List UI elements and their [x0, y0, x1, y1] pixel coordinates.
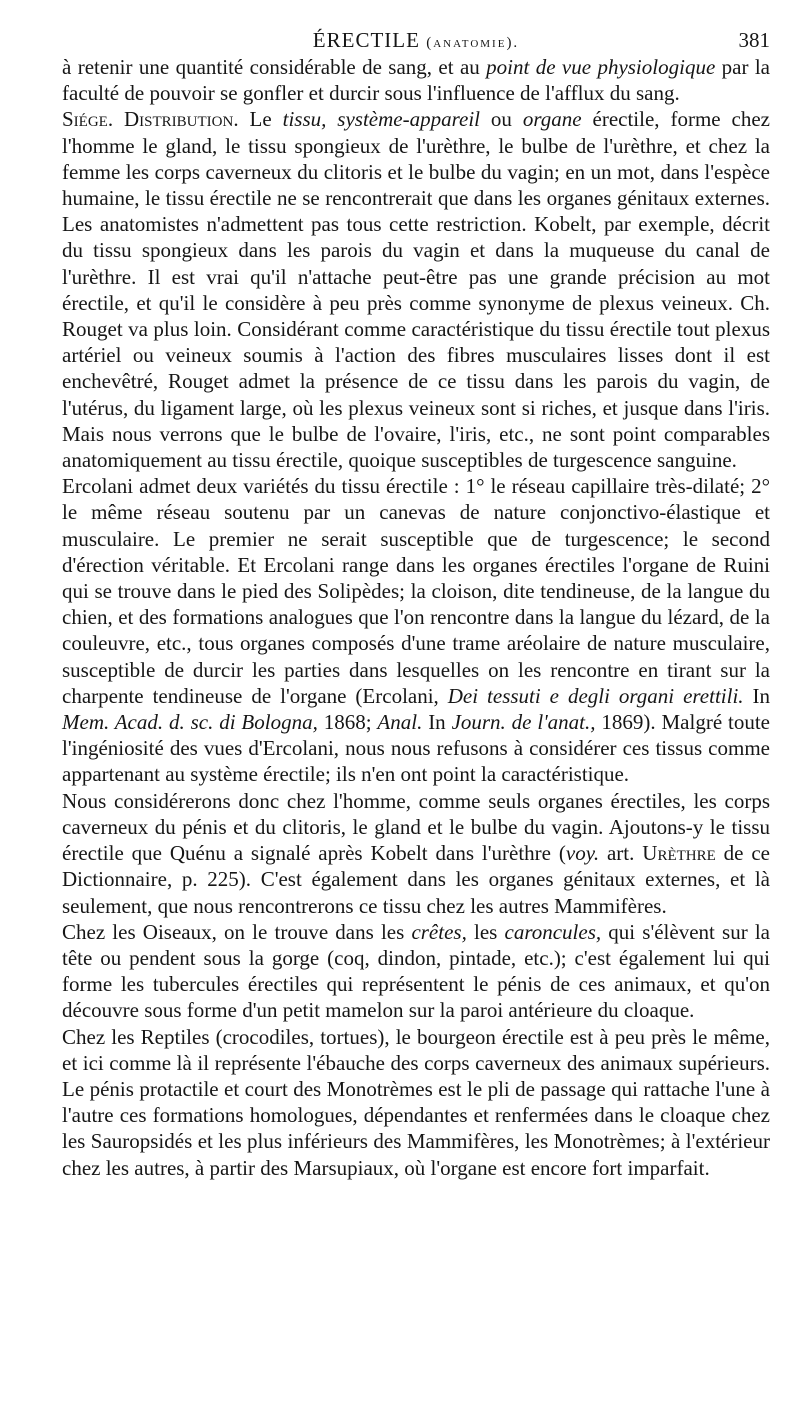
italic-run: Dei tessuti e degli organi erettili.	[447, 683, 744, 708]
italic-run: Journ. de l'anat.,	[451, 710, 596, 735]
running-title-sub: (anatomie).	[426, 35, 520, 51]
text-run: par la faculté de pouvoir se gonfler et durcir sous l'influence de l'afflux du sang.	[62, 55, 770, 106]
text-run: Ercolani admet deux variétés du tissu érectile : 1° le réseau capillaire très-dilaté; 2° le même réseau soutenu par un canevas de nature conjonctivo-élastique et musculaire. Le premier ne serait susceptible que de turgescence; le second d'érection véritable. Et Ercolani range dans les organes érectiles l'organe de Ruini qui se trouve dans le pied des Solipèdes; la cloison, dite tendineuse, de la langue du chien, et des formations analogues que l'on rencontre dans la langue du lézard, de la couleuvre, etc., tous organes composés d'une trame aréolaire de nature musculaire, susceptible de durcir les parties dans lesquelles on les rencontre en tirant sur la charpente tendineuse de l'organe (Ercolani,	[62, 474, 770, 708]
paragraph-5	[62, 919, 770, 1024]
italic-run: point de vue physiologique	[486, 55, 716, 79]
italic-run: Mem. Acad. d. sc. di Bologna,	[62, 710, 318, 735]
running-title	[62, 28, 770, 53]
italic-run: Anal.	[377, 710, 423, 735]
text-run: 1869). Malgré toute l'ingéniosité des vues d'Ercolani, nous nous refusons à considérer ces tissus comme appartenant au système érectile; ils n'en ont point la caractéristique.	[62, 710, 771, 787]
text-run: Chez les Oiseaux, on le trouve dans les	[62, 919, 412, 944]
text-run: Le	[238, 107, 283, 132]
text-run: érectile, forme chez l'homme le gland, le tissu spongieux de l'urèthre, le bulbe de l'urèthre, et chez la femme les corps caverneux du clitoris et le bulbe du vagin; en un mot, dans l'espèce humaine, le tissu érectile ne se rencontrerait que dans les organes génitaux externes. Les anatomistes n'admettent pas tous cette restriction. Kobelt, par exemple, décrit du tissu spongieux dans les parois du vagin et dans la muqueuse du canal de l'urèthre. Il est vrai qu'il n'attache peut-être pas une grande précision au mot érectile, et qu'il le considère à peu près comme synonyme de plexus veineux. Ch. Rouget va plus loin. Considérant comme caractéristique du tissu érectile tout plexus artériel ou veineux soumis à l'action des fibres musculaires lisses dont il est enchevêtré, Rouget admet la présence de ce tissu dans les parois du vagin, de l'utérus, du ligament large, où les plexus veineux sont si riches, et jusque dans l'iris. Mais nous verrons que le bulbe de l'ovaire, l'iris, etc., ne sont point comparables anatomiquement au tissu érectile, quoique susceptibles de turgescence sanguine.	[62, 107, 770, 473]
text-run: Nous considérerons donc chez l'homme, comme seuls organes érectiles, les corps caverneux du pénis et du clitoris, le gland et le bulbe du vagin. Ajoutons-y le tissu érectile que Quénu a signalé après Kobelt dans l'urèthre (	[62, 788, 770, 866]
paragraph-6	[62, 1024, 770, 1181]
paragraph-4	[62, 788, 770, 919]
text-run: de ce Dictionnaire, p. 225). C'est également dans les organes génitaux externes, et là seulement, que nous rencontrerons ce tissu chez les autres Mammifères.	[62, 841, 771, 918]
running-title-main: ÉRECTILE	[312, 28, 420, 52]
italic-run: organe	[522, 107, 582, 132]
text-run: In	[743, 683, 770, 708]
text-run: 1868;	[317, 710, 378, 735]
paragraph-1	[62, 54, 770, 106]
italic-run: voy.	[565, 841, 600, 866]
text-run: In	[422, 710, 452, 735]
italic-run: caroncules,	[504, 919, 602, 944]
text-run: les	[466, 919, 505, 944]
small-caps-run: Urèthre	[642, 841, 716, 866]
italic-run: tissu, système-appareil	[282, 107, 480, 132]
page-number: 381	[738, 28, 770, 52]
text-run: à retenir une quantité considérable de sang, et au	[62, 55, 487, 79]
paragraph-3	[62, 473, 770, 787]
paragraph-2	[62, 106, 770, 473]
running-header	[62, 20, 770, 54]
body-text	[62, 54, 770, 1181]
text-run: ou	[480, 107, 523, 132]
book-page	[62, 20, 770, 1181]
italic-run: crêtes,	[411, 919, 467, 944]
section-heading: Siége. Distribution.	[62, 107, 239, 132]
text-run: Chez les Reptiles (crocodiles, tortues), le bourgeon érectile est à peu près le même, et ici comme là il représente l'ébauche des corps caverneux des animaux supérieurs. Le pénis protactile et court des Monotrèmes est le pli de passage qui rattache l'une à l'autre ces formations homologues, dépendantes et renfermées dans le cloaque chez les Sauropsidés et les plus inférieurs des Mammifères, les Monotrèmes; à l'extérieur chez les autres, à partir des Marsupiaux, où l'organe est encore fort imparfait.	[62, 1024, 770, 1180]
text-run: art.	[599, 841, 643, 866]
text-run: qui s'élèvent sur la tête ou pendent sous la gorge (coq, dindon, pintade, etc.); c'est également lui qui forme les tubercules érectiles qui représentent le pénis de ces animaux, et qu'on découvre sous forme d'un petit mamelon sur la paroi antérieure du cloaque.	[62, 919, 771, 1023]
